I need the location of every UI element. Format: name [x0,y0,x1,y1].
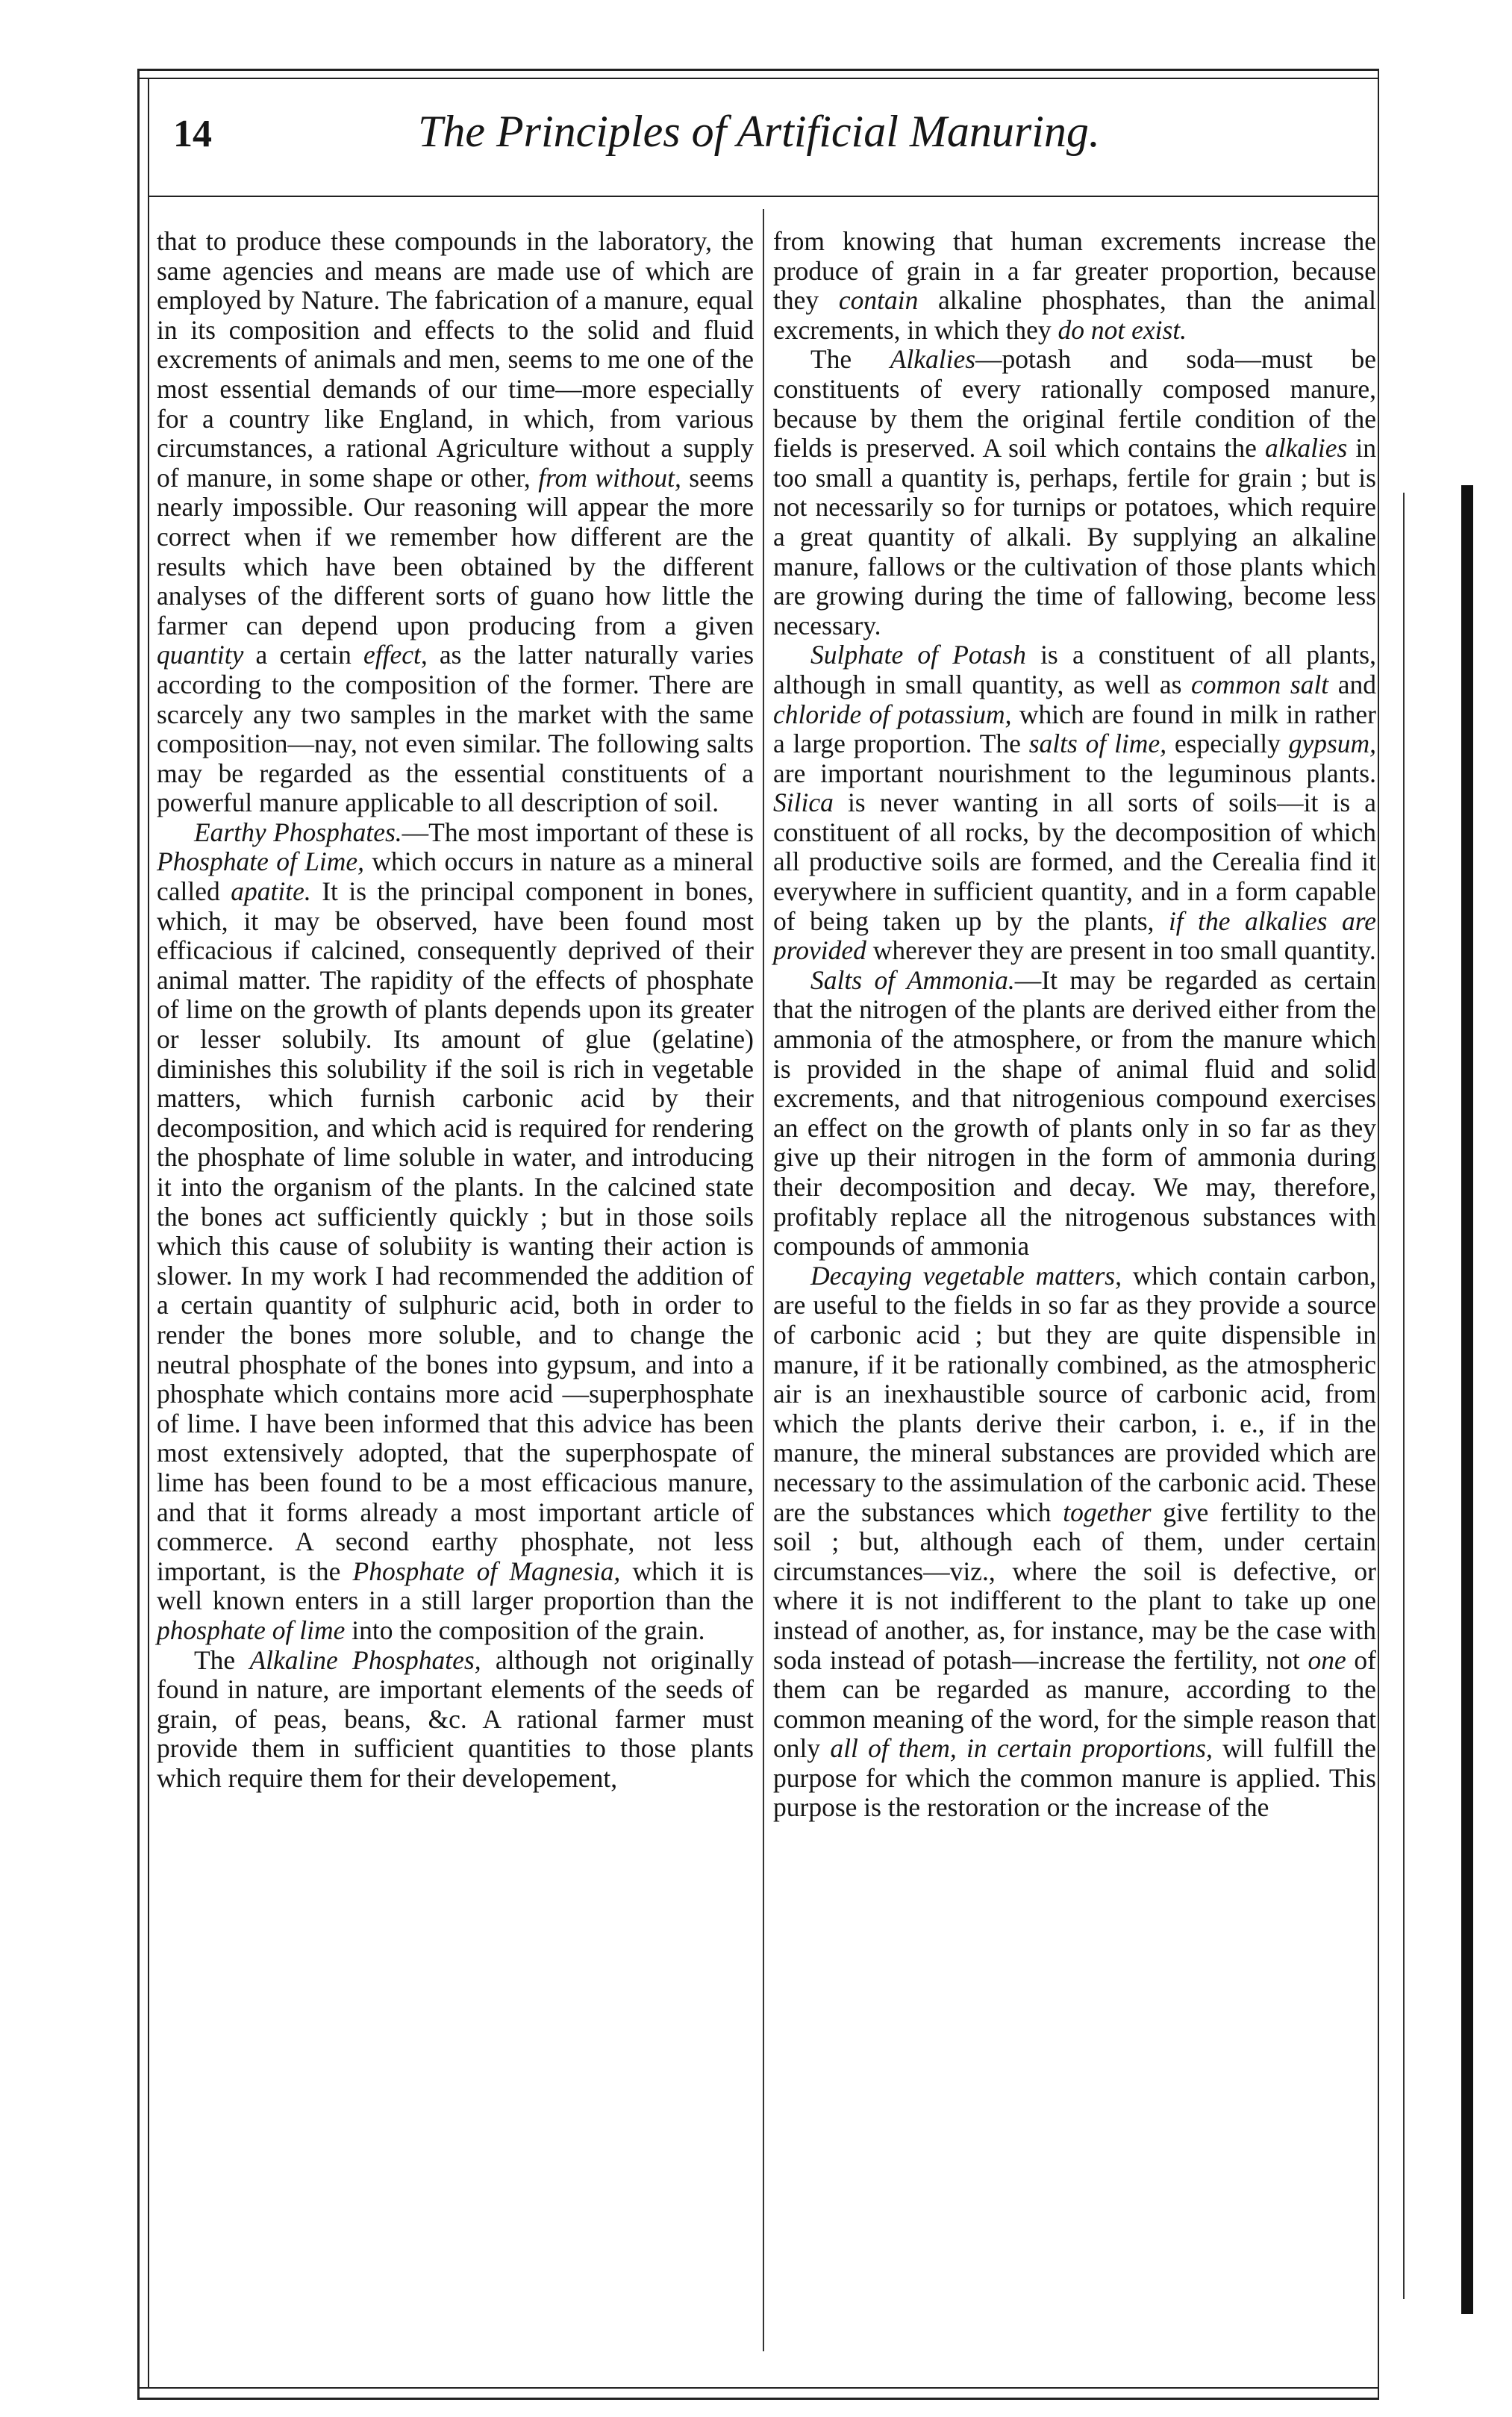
italic-run: phosphate of lime [157,1615,346,1645]
italic-run: salts of lime, [1028,729,1167,759]
text-run: although not originally found in nature, are important elements of the seeds of grain, of peas, beans, &c. A rational farmer must provide them in sufficient quantities to those plants which require them for their developement, [157,1644,754,1793]
text-run: in too small a quantity is, perhaps, fertile for grain ; but is not necessarily so for turnips or potatoes, which require a great quantity of alkali. By supplying an alkaline manure, fallows or the cultivation of those plants which are growing during the time of fallowing, become less necessary. [773,433,1377,640]
text-run: seems nearly impossible. Our reasoning will appear the more correct when if we remember how different are the results which have been obtained by the different analyses of the different sorts of guano how little the farmer can depend upon producing from a given [157,462,755,640]
text-run: is a constituent of all plants, although in small quantity, as well as [773,640,1376,699]
section-heading: Decaying vegetable matters, [810,1260,1122,1291]
italic-run: do not exist. [1058,314,1187,345]
italic-run: from without, [538,462,681,493]
right-column [773,227,1376,1823]
text-run: a certain [255,640,352,670]
text-run: The [810,344,852,375]
text-run: and [1337,669,1377,699]
text-run: which contain carbon, are useful to the fields in so far as they provide a source of carbonic acid ; but they are quite dispensible in manure, if it be rationally combined, as the atmospheric air is an inexhaustible source of carbonic acid, from which the plants derive their carbon, i. e., if in the manure, the mineral substances are provided which are necessary to the assimulation of the carbonic acid. These are the substances which [773,1260,1376,1527]
italic-run: effect, [363,640,428,670]
text-run: alkaline phosphates, than the animal excrements, in which they [773,285,1376,345]
paragraph [773,966,1376,1261]
frame-right-rule [1378,69,1379,2398]
text-run: wherever they are present in too small quantity. [872,935,1376,966]
section-heading: Sulphate of Potash [810,640,1026,670]
text-run: are important nourishment to the leguminous plants. [773,758,1376,788]
italic-run: one [1308,1644,1346,1675]
section-heading: Salts of Ammonia. [810,964,1015,995]
text-run: give fertility to the soil ; but, although each of them, under certain circumstances—viz., where the soil is defective, or where it is not indifferent to the plant to take up one instead of another, as, for instance, may be the case with soda instead of potash—increase the fertility, not [773,1497,1377,1675]
frame-top-rule [137,69,1379,71]
paragraph [773,345,1376,640]
text-run: —The most important of these is [402,817,754,847]
column-divider [763,209,764,2351]
italic-run: if the alkalies are provided [773,905,1376,966]
header-rule [148,196,1378,197]
paragraph [773,640,1376,966]
frame-left-rule [137,69,140,2398]
text-run: as the latter naturally varies according to the composition of the former. There are scarcely any two samples in the market with the same composition—nay, not even similar. The following salts may be regarded as the essential constituents of a powerful manure applicable to all description of soil. [157,640,755,818]
text-run: It is the principal component in bones, which, it may be observed, have been found most efficacious if calcined, consequently deprived of their animal matter. The rapidity of the effects of phosphate of lime on the growth of plants depends upon its greater or lesser solubily. Its amount of glue (gelatine) diminishes this solubility if the soil is rich in vegetable matters, which furnish carbonic acid by their decomposition, and which acid is required for rendering the phosphate of lime soluble in water, and introducing it into the organism of the plants. In the calcined state the bones act sufficiently quickly ; but in those soils which this cause of solubiity is wanting their action is slower. In my work I had recommended the addition of a certain quantity of sulphuric acid, both in order to render the bones more soluble, and to change the neutral phosphate of the bones into gypsum, and into a phosphate which contains more acid —superphosphate of lime. I have been informed that this advice has been most extensively adopted, that the superphospate of lime has been found to be a most efficacious manure, and that it forms already a most important article of commerce. A second earthy phosphate, not less important, is the [157,876,755,1586]
text-run: The [194,1644,236,1675]
text-run: from knowing that human excrements increase the produce of grain in a far greater proportion, because they [773,226,1376,316]
italic-run: chloride of potassium, [773,699,1012,729]
page-number: 14 [173,113,212,155]
paragraph [157,227,754,818]
frame-bottom-rule [137,2387,1379,2389]
italic-run: quantity [157,640,244,670]
frame-top-inner-rule [137,78,1379,79]
paragraph [157,1646,754,1794]
frame-bottom-outer-rule [137,2398,1379,2400]
right-margin-rule [1403,493,1405,2299]
section-heading: Alkaline Phosphates, [249,1644,481,1675]
text-run: is never wanting in all sorts of soils—it is a constituent of all rocks, by the decomposition of which all productive soils are formed, and the Cerealia find it everywhere in sufficient quantity, and in a form capable of being taken up by the plants, [773,788,1376,936]
section-heading: Alkalies [890,344,976,375]
italic-run: alkalies [1264,433,1348,464]
text-run: which occurs in nature as a mineral called [157,846,754,907]
text-run: that to produce these compounds in the laboratory, the same agencies and means are made use of which are employed by Nature. The fabrication of a manure, equal in its composition and effects to the solid and fluid excrements of animals and men, seems to me one of the most essential demands of our time—more especially for a country like England, in which, from various circumstances, a rational Agriculture without a supply of manure, in some shape or other, [157,226,754,493]
text-run: especially [1174,729,1281,759]
text-run: —potash and soda—must be constituents of every rationally composed manure, because by them the original fertile condition of the fields is preserved. A soil which contains the [773,344,1376,464]
italic-run: all of them, in certain proportions, [830,1733,1213,1764]
italic-run: gypsum, [1288,729,1377,759]
running-title: The Principles of Artificial Manuring. [418,107,1100,156]
italic-run: apatite. [231,876,311,907]
left-column [157,227,754,1793]
italic-run: contain [838,285,919,316]
italic-run: Phosphate of Magnesia, [352,1556,621,1586]
paragraph [773,1261,1376,1823]
italic-run: Silica [773,788,834,818]
italic-run: Phosphate of Lime, [157,846,365,877]
text-run: which it is well known enters in a still larger proportion than the [157,1556,754,1616]
paragraph [773,227,1376,345]
text-run: of them can be regarded as manure, according to the common meaning of the word, for the simple reason that only [773,1644,1376,1764]
page-edge-shadow [1461,485,1473,2314]
text-run: —It may be regarded as certain that the nitrogen of the plants are derived either from the ammonia of the atmosphere, or from the manure which is provided in the shape of animal fluid and solid excrements, and that nitrogenious compound exercises an effect on the growth of plants only in so far as they give up their nitrogen in the form of ammonia during their decomposition and decay. We may, therefore, profitably replace all the nitrogenous substances with compounds of ammonia [773,964,1376,1261]
section-heading: Earthy Phosphates. [194,817,402,847]
text-run: into the composition of the grain. [352,1615,705,1645]
paragraph [157,818,754,1646]
italic-run: together [1063,1497,1152,1527]
italic-run: common salt [1191,669,1329,699]
text-run: will fulfill the purpose for which the common manure is applied. This purpose is the restoration or the increase of the [773,1733,1377,1823]
text-run: which are found in milk in rather a large proportion. The [773,699,1376,759]
frame-left-inner-rule [148,78,149,2389]
